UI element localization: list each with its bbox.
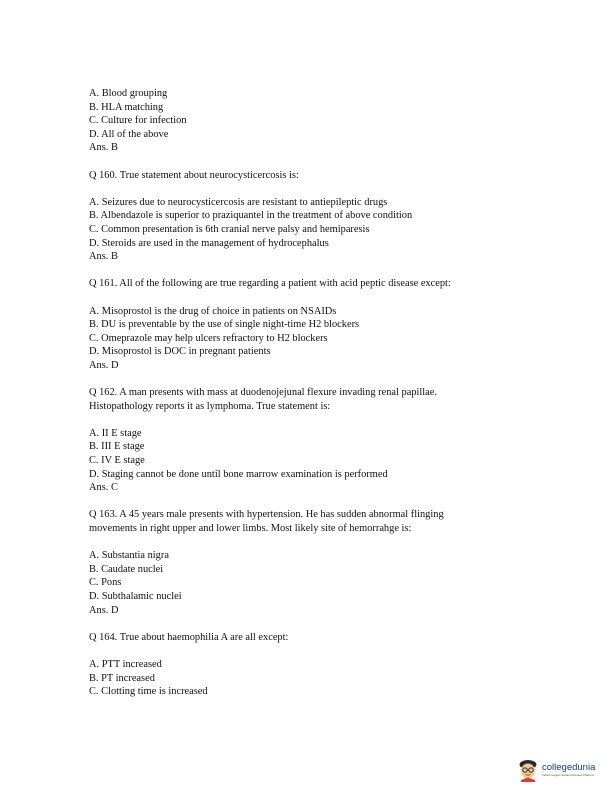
spacer — [89, 264, 529, 278]
answer-line: Ans. B — [89, 142, 118, 154]
option-d: D. Misoprostol is DOC in pregnant patients — [89, 346, 271, 358]
question-content — [89, 87, 529, 699]
option-d: D. All of the above — [89, 128, 169, 140]
spacer — [89, 413, 529, 427]
spacer — [89, 644, 529, 658]
spacer — [89, 291, 529, 305]
question-text-continued: movements in right upper and lower limbs. Most likely site of hemorrahge is: — [89, 523, 412, 534]
question-block-159 — [89, 87, 529, 155]
option-a: A. II E stage — [89, 427, 142, 439]
option-a: A. PTT increased — [89, 658, 162, 670]
option-c: C. Pons — [89, 577, 122, 589]
option-c: C. Common presentation is 6th cranial nerve palsy and hemiparesis — [89, 223, 370, 235]
question-text: Q 164. True about haemophilia A are all except: — [89, 631, 289, 643]
spacer — [89, 495, 529, 509]
student-face-icon — [517, 758, 539, 782]
question-text: Q 160. True statement about neurocysticercosis is: — [89, 169, 299, 181]
question-block-162 — [89, 386, 529, 495]
option-b: B. Albendazole is superior to praziquantel in the treatment of above condition — [89, 210, 413, 222]
option-c: C. Clotting time is increased — [89, 686, 208, 698]
question-text-continued: Histopathology reports it as lymphoma. True statement is: — [89, 400, 331, 412]
answer-line: Ans. C — [89, 482, 118, 494]
spacer — [89, 155, 529, 169]
option-c: C. IV E stage — [89, 455, 145, 467]
option-a: A. Misoprostol is the drug of choice in patients on NSAIDs — [89, 305, 337, 317]
question-text: Q 161. All of the following are true regarding a patient with acid peptic disease except: — [89, 278, 451, 290]
option-a: A. Seizures due to neurocysticercosis are resistant to antiepileptic drugs — [89, 196, 388, 208]
option-d: D. Steroids are used in the management of hydrocephalus — [89, 237, 329, 249]
option-d: D. Staging cannot be done until bone marrow examination is performed — [89, 468, 388, 480]
option-b: B. Caudate nuclei — [89, 563, 164, 575]
option-b: B. HLA matching — [89, 101, 164, 113]
option-c: C. Culture for infection — [89, 115, 187, 127]
answer-line: Ans. D — [89, 359, 119, 371]
brand-name: collegedunia — [542, 762, 596, 773]
spacer — [89, 372, 529, 386]
question-block-163 — [89, 508, 529, 617]
option-b: B. III E stage — [89, 441, 145, 453]
spacer — [89, 536, 529, 550]
question-block-160 — [89, 169, 529, 264]
question-text: Q 162. A man presents with mass at duodenojejunal flexure invading renal papillae. — [89, 387, 437, 399]
collegedunia-logo[interactable] — [517, 758, 605, 784]
answer-line: Ans. D — [89, 604, 119, 616]
option-d: D. Subthalamic nuclei — [89, 590, 182, 602]
option-a: A. Substantia nigra — [89, 550, 169, 562]
option-b: B. DU is preventable by the use of single night-time H2 blockers — [89, 319, 360, 331]
question-block-161 — [89, 277, 529, 372]
question-block-164 — [89, 631, 529, 699]
option-c: C. Omeprazole may help ulcers refractory to H2 blockers — [89, 332, 328, 344]
answer-line: Ans. B — [89, 251, 118, 263]
spacer — [89, 617, 529, 631]
question-text: Q 163. A 45 years male presents with hypertension. He has sudden abnormal flinging — [89, 509, 444, 521]
option-b: B. PT increased — [89, 672, 155, 684]
option-a: A. Blood grouping — [89, 88, 168, 99]
brand-tagline: India's largest Student Review Platform — [542, 773, 595, 777]
spacer — [89, 182, 529, 196]
